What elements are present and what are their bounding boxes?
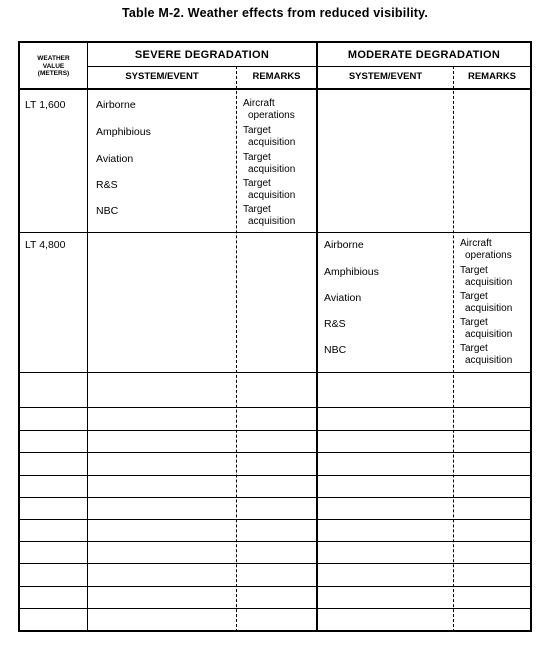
row-line bbox=[18, 430, 532, 431]
weather-value-header: WEATHER VALUE (METERS) bbox=[37, 55, 70, 77]
weather-value-cell: LT 4,800 bbox=[25, 239, 66, 251]
system-event-cell: Airborne bbox=[96, 99, 136, 111]
remarks-cell: Target acquisition bbox=[243, 178, 296, 201]
system-event-cell: NBC bbox=[96, 205, 119, 217]
remarks-cell: Target acquisition bbox=[460, 291, 513, 314]
row-line bbox=[18, 497, 532, 498]
row-line bbox=[18, 519, 532, 520]
table-border-bottom bbox=[18, 630, 532, 632]
table-border-left bbox=[18, 41, 20, 632]
moderate-system-event-header: SYSTEM/EVENT bbox=[348, 71, 423, 82]
table-border-top bbox=[18, 41, 532, 43]
table-border-right bbox=[530, 41, 532, 632]
remarks-cell: Target acquisition bbox=[460, 343, 513, 366]
row-line bbox=[18, 452, 532, 453]
remarks-cell: Aircraft operations bbox=[460, 238, 512, 261]
row-line bbox=[18, 586, 532, 587]
row-line bbox=[18, 232, 532, 233]
severe-degradation-header: SEVERE DEGRADATION bbox=[134, 49, 270, 61]
row-line bbox=[18, 563, 532, 564]
col-dash-moderate-remarks bbox=[453, 66, 454, 632]
table-title: Table M-2. Weather effects from reduced visibility. bbox=[121, 6, 429, 20]
row-line bbox=[18, 475, 532, 476]
system-event-cell: R&S bbox=[324, 318, 346, 330]
remarks-cell: Target acquisition bbox=[460, 265, 513, 288]
severe-remarks-header: REMARKS bbox=[252, 71, 301, 82]
weather-value-cell: LT 1,600 bbox=[25, 99, 66, 111]
col-line-weather bbox=[87, 41, 88, 632]
moderate-remarks-header: REMARKS bbox=[467, 71, 517, 82]
row-line bbox=[18, 608, 532, 609]
system-event-cell: NBC bbox=[324, 344, 347, 356]
row-line bbox=[18, 407, 532, 408]
system-event-cell: R&S bbox=[96, 179, 118, 191]
col-line-severe-moderate bbox=[316, 41, 318, 632]
remarks-cell: Target acquisition bbox=[243, 204, 296, 227]
remarks-cell: Target acquisition bbox=[243, 125, 296, 148]
system-event-cell: Amphibious bbox=[96, 126, 151, 138]
remarks-cell: Aircraft operations bbox=[243, 98, 295, 121]
group-header-divider bbox=[87, 66, 530, 67]
row-line bbox=[18, 541, 532, 542]
remarks-cell: Target acquisition bbox=[460, 317, 513, 340]
system-event-cell: Aviation bbox=[96, 153, 134, 165]
severe-system-event-header: SYSTEM/EVENT bbox=[125, 71, 199, 82]
header-bottom-line bbox=[18, 88, 532, 90]
system-event-cell: Amphibious bbox=[324, 266, 379, 278]
row-line bbox=[18, 372, 532, 373]
system-event-cell: Aviation bbox=[324, 292, 362, 304]
col-dash-severe-remarks bbox=[236, 66, 237, 632]
remarks-cell: Target acquisition bbox=[243, 152, 296, 175]
moderate-degradation-header: MODERATE DEGRADATION bbox=[347, 49, 501, 61]
system-event-cell: Airborne bbox=[324, 239, 364, 251]
